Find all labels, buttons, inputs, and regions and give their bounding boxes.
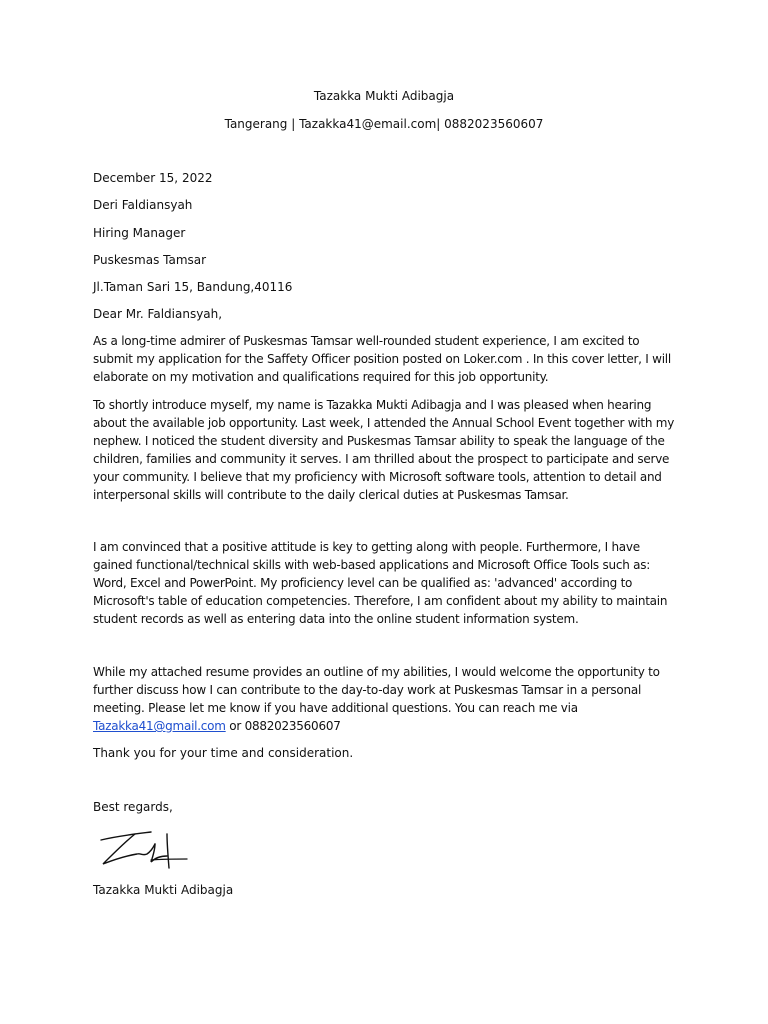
sender-name: Tazakka Mukti Adibagja (313, 89, 455, 103)
paragraph-intro (93, 332, 683, 386)
salutation: Dear Mr. Faldiansyah, (93, 307, 223, 321)
paragraph-line: interpersonal skills will contribute to the daily clerical duties at Puskesmas Tamsar. (93, 488, 569, 502)
paragraph-line: As a long-time admirer of Puskesmas Tamsar well-rounded student experience, I am excited to (93, 334, 640, 348)
paragraph-line: your community. I believe that my proficiency with Microsoft software tools, attention to detail and (93, 470, 662, 484)
paragraph-line: about the available job opportunity. Last week, I attended the Annual School Event together with my (93, 416, 675, 430)
paragraph-line: Word, Excel and PowerPoint. My proficiency level can be qualified as: 'advanced' according to (93, 576, 633, 590)
paragraph-closing (93, 663, 683, 735)
recipient-address: Jl.Taman Sari 15, Bandung,40116 (93, 280, 293, 294)
phone-text: or 0882023560607 (225, 719, 341, 733)
paragraph-line: meeting. Please let me know if you have additional questions. You can reach me via (93, 701, 578, 715)
paragraph-skills (93, 538, 683, 628)
paragraph-line: submit my application for the Saffety Officer position posted on Loker.com . In this cover letter, I will (93, 352, 671, 366)
paragraph-line: While my attached resume provides an outline of my abilities, I would welcome the opportunity to (93, 665, 660, 679)
signature-name: Tazakka Mukti Adibagja (93, 883, 234, 897)
paragraph-line: gained functional/technical skills with web-based applications and Microsoft Office Tools such as: (93, 558, 651, 572)
paragraph-line: elaborate on my motivation and qualifications required for this job opportunity. (93, 370, 549, 384)
paragraph-introduction (93, 396, 683, 504)
paragraph-line: Microsoft's table of education competencies. Therefore, I am confident about my ability to maintain (93, 594, 668, 608)
letter-date: December 15, 2022 (93, 171, 213, 185)
sender-contact: Tangerang | Tazakka41@email.com| 0882023560607 (224, 117, 544, 131)
recipient-title: Hiring Manager (93, 226, 186, 240)
closing-line: Best regards, (93, 800, 173, 814)
signature-image (95, 826, 195, 872)
paragraph-line: student records as well as entering data into the online student information system. (93, 612, 579, 626)
thanks-line: Thank you for your time and consideration. (93, 746, 354, 760)
paragraph-line: To shortly introduce myself, my name is Tazakka Mukti Adibagja and I was pleased when hearing (93, 398, 652, 412)
recipient-organization: Puskesmas Tamsar (93, 253, 207, 267)
paragraph-line: further discuss how I can contribute to the day-to-day work at Puskesmas Tamsar in a personal (93, 683, 642, 697)
email-link[interactable]: Tazakka41@gmail.com (93, 719, 226, 733)
paragraph-line: nephew. I noticed the student diversity and Puskesmas Tamsar ability to speak the language of the (93, 434, 665, 448)
paragraph-line: children, families and community it serves. I am thrilled about the prospect to participate and serve (93, 452, 670, 466)
paragraph-line: I am convinced that a positive attitude is key to getting along with people. Furthermore, I have (93, 540, 640, 554)
contact-line (93, 717, 683, 735)
recipient-name: Deri Faldiansyah (93, 198, 193, 212)
